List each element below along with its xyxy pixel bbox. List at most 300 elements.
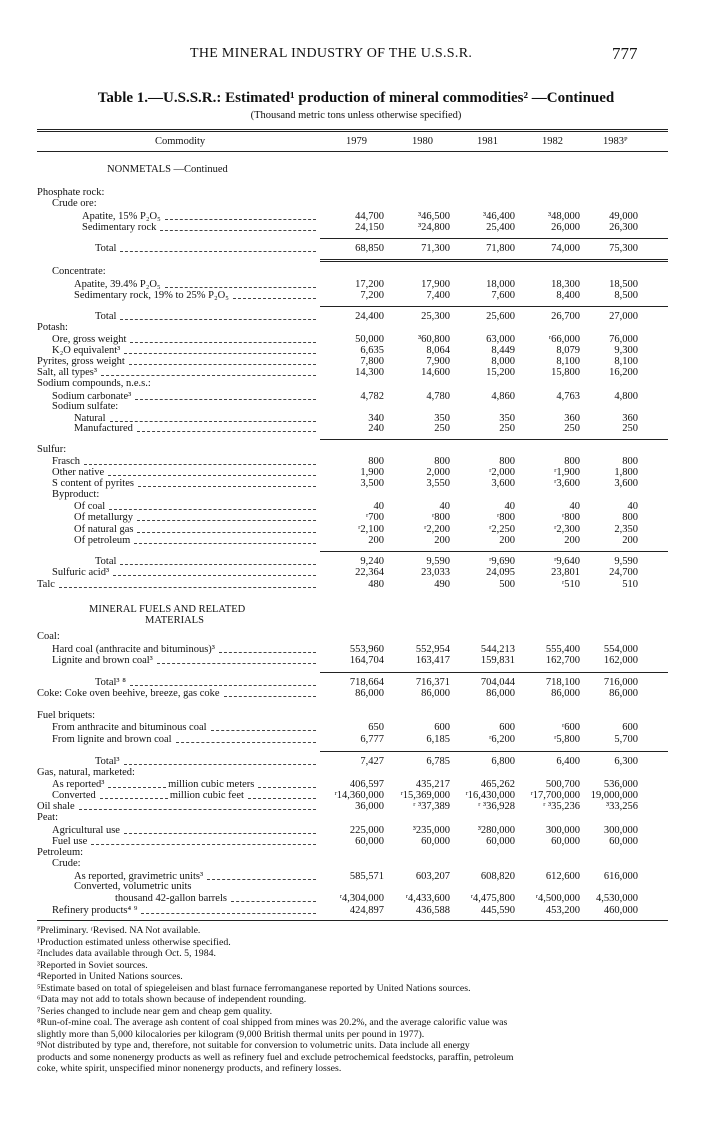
leader-dots	[124, 352, 316, 354]
cell-1981: 8,000	[491, 356, 515, 367]
footnote-line: ¹Production estimated unless otherwise specified.	[37, 936, 231, 948]
leader-dots	[84, 463, 316, 465]
total-rule	[320, 551, 668, 552]
cell-1983: 76,000	[609, 334, 638, 345]
table-row	[0, 579, 712, 591]
leader-dots	[120, 318, 316, 320]
cell-1980: 60,000	[421, 836, 450, 847]
cell-1979: 40	[373, 501, 384, 512]
leader-dots	[138, 485, 316, 487]
cell-1981: ʳ6,200	[489, 734, 515, 745]
cell-1980: ³60,800	[417, 334, 450, 345]
leader-dots	[130, 341, 316, 343]
leader-dots	[101, 374, 316, 376]
leader-dots	[108, 474, 316, 476]
cell-1980: 86,000	[421, 688, 450, 699]
row-label-text: Frasch	[52, 456, 80, 467]
cell-1979: 553,960	[349, 644, 384, 655]
cell-1983: 5,700	[614, 734, 638, 745]
cell-1983: 716,000	[603, 677, 638, 688]
cell-1982: 6,400	[556, 756, 580, 767]
row-label	[74, 881, 192, 893]
cell-1979: 164,704	[349, 655, 384, 666]
row-label	[115, 893, 318, 905]
cell-1980: 200	[434, 535, 450, 546]
row-label-text: Ore, gross weight	[52, 334, 127, 345]
cell-1980: 800	[434, 456, 450, 467]
leader-dots	[129, 363, 316, 365]
row-label-text: Natural	[74, 413, 106, 424]
cell-1983: 26,300	[609, 222, 638, 233]
cell-1983: 4,530,000	[596, 893, 638, 904]
row-label-text: Petroleum:	[37, 847, 84, 858]
row-label-text: Of natural gas	[74, 524, 134, 535]
cell-1980: 603,207	[415, 871, 450, 882]
leader-dots	[219, 651, 316, 653]
row-label-text: Fuel briquets:	[37, 710, 96, 721]
cell-1980: 435,217	[415, 779, 450, 790]
total-rule	[320, 261, 668, 262]
cell-1981: 3,600	[491, 478, 515, 489]
leader-dots	[113, 574, 316, 576]
row-label	[37, 767, 135, 779]
row-label-text: Apatite, 39.4% P₂O₅	[74, 279, 161, 290]
cell-1979: 36,000	[355, 801, 384, 812]
leader-dots	[109, 508, 316, 510]
cell-1983: 49,000	[609, 211, 638, 222]
cell-1981: 544,213	[480, 644, 515, 655]
cell-1979: 50,000	[355, 334, 384, 345]
cell-1980: ³235,000	[412, 825, 450, 836]
cell-1979: 68,850	[355, 243, 384, 254]
cell-1980: 14,600	[421, 367, 450, 378]
row-label	[52, 858, 81, 870]
cell-1983: ³33,256	[605, 801, 638, 812]
row-label	[52, 266, 106, 278]
row-label-text: Lignite and brown coal³	[52, 655, 153, 666]
cell-1981: 18,000	[486, 279, 515, 290]
cell-1980: 6,785	[426, 756, 450, 767]
table-row	[0, 881, 712, 893]
cell-1981: 800	[499, 456, 515, 467]
cell-1982: 360	[564, 413, 580, 424]
leader-dots	[165, 218, 316, 220]
leader-dots	[120, 250, 316, 252]
row-label	[37, 812, 58, 824]
cell-1979: 24,150	[355, 222, 384, 233]
cell-1980: 7,900	[426, 356, 450, 367]
cell-1979: 9,240	[360, 556, 384, 567]
cell-1979: 424,897	[349, 905, 384, 916]
leader-dots	[134, 542, 316, 544]
cell-1981: 350	[499, 413, 515, 424]
leader-dots	[233, 297, 316, 299]
cell-1981: 7,600	[491, 290, 515, 301]
cell-1980: 163,417	[415, 655, 450, 666]
cell-1980: 40	[439, 501, 450, 512]
cell-1981: ʳ16,430,000	[465, 790, 515, 801]
cell-1982: 300,000	[545, 825, 580, 836]
cell-1979: 3,500	[360, 478, 384, 489]
cell-1982: 18,300	[551, 279, 580, 290]
row-label-text: Refinery products⁴ ⁹	[52, 905, 138, 916]
header-bottom-rule	[37, 151, 668, 152]
row-label-text: From anthracite and bituminous coal	[52, 722, 207, 733]
row-label-text: Total³	[95, 756, 120, 767]
cell-1980: 3,550	[426, 478, 450, 489]
cell-1982: ʳ5,800	[554, 734, 580, 745]
row-label-text: Total	[95, 311, 117, 322]
row-label-text: Sodium compounds, n.e.s.:	[37, 378, 151, 389]
cell-1981: ³280,000	[477, 825, 515, 836]
cell-1979: 6,635	[360, 345, 384, 356]
cell-1981: 71,800	[486, 243, 515, 254]
total-rule	[320, 439, 668, 440]
row-label-text: Total	[95, 243, 117, 254]
leader-dots	[165, 286, 316, 288]
table-row	[0, 567, 712, 579]
leader-dots	[79, 808, 316, 810]
cell-1982: 8,079	[556, 345, 580, 356]
cell-1980: 490	[434, 579, 450, 590]
row-label-text: Manufactured	[74, 423, 133, 434]
cell-1982: ʳ2,300	[554, 524, 580, 535]
row-label	[52, 734, 318, 746]
leader-dots	[124, 832, 316, 834]
cell-1981: 608,820	[480, 871, 515, 882]
table-row	[0, 905, 712, 917]
cell-1983: 24,700	[609, 567, 638, 578]
cell-1979: ʳ4,304,000	[339, 893, 384, 904]
leader-dots	[207, 878, 316, 880]
row-label-text: As reported, gravimetric units³	[74, 871, 204, 882]
cell-1980: ʳ800	[431, 512, 450, 523]
row-label	[52, 722, 318, 734]
cell-1981: 25,400	[486, 222, 515, 233]
cell-1981: 86,000	[486, 688, 515, 699]
cell-1983: 6,300	[614, 756, 638, 767]
section-heading-nonmetals: NONMETALS —Continued	[107, 164, 228, 175]
cell-1981: 704,044	[480, 677, 515, 688]
leader-dots	[160, 229, 316, 231]
leader-dots	[59, 586, 316, 588]
row-unit-label: million cubic meters	[168, 779, 255, 790]
cell-1980: 4,780	[426, 391, 450, 402]
row-label-text: Converted	[52, 790, 96, 801]
row-label-text: Oil shale	[37, 801, 75, 812]
row-label-text: Phosphate rock:	[37, 187, 105, 198]
footnotes	[37, 925, 677, 1075]
table-row	[0, 710, 712, 722]
cell-1979: 240	[368, 423, 384, 434]
row-label-text: Of coal	[74, 501, 106, 512]
cell-1980: 71,300	[421, 243, 450, 254]
cell-1982: ʳ66,000	[548, 334, 580, 345]
row-label-text: Crude ore:	[52, 198, 97, 209]
cell-1980: 716,371	[415, 677, 450, 688]
cell-1980: 23,033	[421, 567, 450, 578]
cell-1983: 460,000	[603, 905, 638, 916]
row-unit-label: million cubic feet	[169, 790, 244, 801]
cell-1981: 465,262	[480, 779, 515, 790]
cell-1983: 800	[622, 456, 638, 467]
row-label	[37, 688, 318, 700]
cell-1981: 500	[499, 579, 515, 590]
row-label-text: Salt, all types³	[37, 367, 98, 378]
cell-1980: 9,590	[426, 556, 450, 567]
footnote-line: products and some nonenergy products as well as refinery fuel and exclude petrochemical feedstocks, paraffin, petroleum	[37, 1051, 514, 1063]
cell-1979: 406,597	[349, 779, 384, 790]
row-label	[37, 378, 151, 390]
cell-1981: 6,800	[491, 756, 515, 767]
row-label-text: Of petroleum	[74, 535, 131, 546]
cell-1979: ʳ2,100	[358, 524, 384, 535]
cell-1979: 200	[368, 535, 384, 546]
cell-1982: 86,000	[551, 688, 580, 699]
row-label-text: Coke: Coke oven beehive, breeze, gas coke	[37, 688, 220, 699]
cell-1980: 350	[434, 413, 450, 424]
row-label-text: Fuel use	[52, 836, 88, 847]
cell-1982: 60,000	[551, 836, 580, 847]
cell-1979: 650	[368, 722, 384, 733]
row-label-text: Apatite, 15% P₂O₅	[82, 211, 161, 222]
cell-1983: 800	[622, 512, 638, 523]
cell-1981: ʳ800	[496, 512, 515, 523]
footnote-line: ⁵Estimate based on total of spiegeleisen and blast furnace ferromanganese reported by United Nations sources.	[37, 982, 471, 994]
total-rule	[320, 306, 668, 307]
cell-1982: ʳ800	[561, 512, 580, 523]
cell-1983: 27,000	[609, 311, 638, 322]
cell-1983: 4,800	[614, 391, 638, 402]
cell-1981: ʳ2,250	[489, 524, 515, 535]
cell-1983: 510	[622, 579, 638, 590]
cell-1979: 7,427	[360, 756, 384, 767]
cell-1982: 26,000	[551, 222, 580, 233]
table-title: Table 1.—U.S.S.R.: Estimated¹ production of mineral commodities² —Continued	[97, 90, 615, 106]
row-label-text: Coal:	[37, 631, 60, 642]
table-row	[0, 858, 712, 870]
leader-dots	[130, 684, 316, 686]
row-label-text: Total	[95, 556, 117, 567]
row-label	[52, 655, 318, 667]
cell-1979: 86,000	[355, 688, 384, 699]
cell-1982: ³48,000	[547, 211, 580, 222]
row-label	[74, 290, 318, 302]
cell-1983: 75,300	[609, 243, 638, 254]
row-label-text: Peat:	[37, 812, 58, 823]
page-number: 777	[612, 44, 638, 63]
row-label-text: Sedimentary rock	[82, 222, 157, 233]
cell-1980: ʳ4,433,600	[405, 893, 450, 904]
cell-1982: ʳ ³35,236	[543, 801, 580, 812]
running-header-title: THE MINERAL INDUSTRY OF THE U.S.S.R.	[190, 46, 473, 61]
row-label-text: As reported³	[52, 779, 105, 790]
cell-1983: 360	[622, 413, 638, 424]
cell-1980: 6,185	[426, 734, 450, 745]
cell-1980: 7,400	[426, 290, 450, 301]
cell-1981: 250	[499, 423, 515, 434]
cell-1983: 536,000	[603, 779, 638, 790]
footnote-line: ᴾPreliminary. ʳRevised. NA Not available.	[37, 925, 201, 936]
row-label	[37, 710, 95, 722]
cell-1983: 2,350	[614, 524, 638, 535]
cell-1981: 15,200	[486, 367, 515, 378]
cell-1983: 616,000	[603, 871, 638, 882]
cell-1979: 7,200	[360, 290, 384, 301]
cell-1983: 9,590	[614, 556, 638, 567]
leader-dots	[91, 843, 316, 845]
cell-1982: 718,100	[545, 677, 580, 688]
cell-1983: 16,200	[609, 367, 638, 378]
cell-1980: 552,954	[415, 644, 450, 655]
cell-1979: 14,300	[355, 367, 384, 378]
cell-1981: ʳ4,475,800	[470, 893, 515, 904]
cell-1983: 18,500	[609, 279, 638, 290]
cell-1979: 17,200	[355, 279, 384, 290]
table-row	[0, 401, 712, 413]
table-row	[0, 198, 712, 210]
cell-1982: 800	[564, 456, 580, 467]
cell-1982: ʳ510	[561, 579, 580, 590]
row-label	[52, 198, 97, 210]
cell-1983: 1,800	[614, 467, 638, 478]
cell-1979: 585,571	[349, 871, 384, 882]
row-label-text: Other native	[52, 467, 105, 478]
cell-1982: ʳ9,640	[554, 556, 580, 567]
row-label-text: Concentrate:	[52, 266, 106, 277]
column-header-1979: 1979	[346, 136, 367, 147]
leader-dots	[176, 741, 316, 743]
row-label	[52, 489, 99, 501]
cell-1981: ʳ9,690	[489, 556, 515, 567]
footnote-line: ⁹Not distributed by type and, therefore, not suitable for conversion to volumetric units. Data include all energy	[37, 1040, 470, 1051]
leader-dots	[100, 797, 168, 799]
leader-dots	[211, 729, 316, 731]
cell-1980: 17,900	[421, 279, 450, 290]
cell-1979: ʳ14,360,000	[334, 790, 384, 801]
column-header-commodity: Commodity	[155, 136, 206, 147]
cell-1982: 162,700	[545, 655, 580, 666]
table-row	[0, 655, 712, 667]
table-row	[0, 322, 712, 334]
row-label	[37, 444, 66, 456]
leader-dots	[110, 420, 317, 422]
table-row	[0, 512, 712, 524]
leader-dots	[137, 519, 316, 521]
column-header-1982: 1982	[542, 136, 563, 147]
cell-1981: 63,000	[486, 334, 515, 345]
footnote-line: ⁶Data may not add to totals shown because of independent rounding.	[37, 994, 307, 1005]
cell-1980: 8,064	[426, 345, 450, 356]
cell-1983: 19,000,000	[590, 790, 638, 801]
cell-1979: 4,782	[360, 391, 384, 402]
cell-1979: 225,000	[349, 825, 384, 836]
total-rule	[320, 672, 668, 673]
leader-dots	[248, 797, 316, 799]
cell-1983: 86,000	[609, 688, 638, 699]
cell-1980: ³46,500	[417, 211, 450, 222]
table-row	[0, 222, 712, 234]
running-header	[0, 46, 712, 68]
row-label	[95, 243, 318, 255]
row-label-text: Of metallurgy	[74, 512, 134, 523]
leader-dots	[137, 430, 316, 432]
leader-dots	[258, 786, 316, 788]
row-label	[52, 401, 118, 413]
leader-dots	[108, 786, 166, 788]
cell-1981: 25,600	[486, 311, 515, 322]
cell-1982: 612,600	[545, 871, 580, 882]
row-label-text: Crude:	[52, 858, 81, 869]
cell-1982: 200	[564, 535, 580, 546]
cell-1983: 3,600	[614, 478, 638, 489]
cell-1979: 44,700	[355, 211, 384, 222]
cell-1979: 7,800	[360, 356, 384, 367]
cell-1983: 9,300	[614, 345, 638, 356]
row-label-text: Sodium carbonate³	[52, 391, 132, 402]
table-row	[0, 893, 712, 905]
table-row	[0, 631, 712, 643]
cell-1980: ʳ15,369,000	[400, 790, 450, 801]
table-top-rule-double	[37, 131, 668, 132]
row-label-text: Hard coal (anthracite and bituminous)³	[52, 644, 215, 655]
row-label-text: Sodium sulfate:	[52, 401, 119, 412]
cell-1981: ʳ ³36,928	[478, 801, 515, 812]
footnote-line: ³Reported in Soviet sources.	[37, 959, 148, 971]
table-row	[0, 688, 712, 700]
column-header-1983: 1983ᴾ	[603, 136, 628, 147]
row-label-text: Sulfuric acid³	[52, 567, 110, 578]
cell-1981: 40	[504, 501, 515, 512]
cell-1980: 2,000	[426, 467, 450, 478]
cell-1983: 200	[622, 535, 638, 546]
cell-1982: 8,400	[556, 290, 580, 301]
cell-1983: 8,500	[614, 290, 638, 301]
table-row	[0, 767, 712, 779]
cell-1980: 250	[434, 423, 450, 434]
cell-1983: 8,100	[614, 356, 638, 367]
cell-1983: 162,000	[603, 655, 638, 666]
cell-1982: 74,000	[551, 243, 580, 254]
cell-1983: 60,000	[609, 836, 638, 847]
cell-1979: 480	[368, 579, 384, 590]
row-label-text: Potash:	[37, 322, 68, 333]
table-row	[0, 243, 712, 255]
row-label-text: Sedimentary rock, 19% to 25% P₂O₅	[74, 290, 229, 301]
total-rule	[320, 751, 668, 752]
cell-1982: ʳ3,600	[554, 478, 580, 489]
cell-1982: 453,200	[545, 905, 580, 916]
row-label-text: Pyrites, gross weight	[37, 356, 125, 367]
cell-1981: 445,590	[480, 905, 515, 916]
row-label-text: From lignite and brown coal	[52, 734, 172, 745]
column-header-1981: 1981	[477, 136, 498, 147]
row-label-text: Gas, natural, marketed:	[37, 767, 135, 778]
row-label-text: thousand 42-gallon barrels	[115, 893, 227, 904]
cell-1982: ʳ1,900	[554, 467, 580, 478]
cell-1982: 250	[564, 423, 580, 434]
table-row	[0, 535, 712, 547]
cell-1980: ³24,800	[417, 222, 450, 233]
cell-1981: 159,831	[480, 655, 515, 666]
row-label-text: Talc	[37, 579, 55, 590]
cell-1982: 23,801	[551, 567, 580, 578]
row-label-text: S content of pyrites	[52, 478, 134, 489]
table-row	[0, 812, 712, 824]
cell-1979: 340	[368, 413, 384, 424]
table-row	[0, 734, 712, 746]
cell-1979: 22,364	[355, 567, 384, 578]
